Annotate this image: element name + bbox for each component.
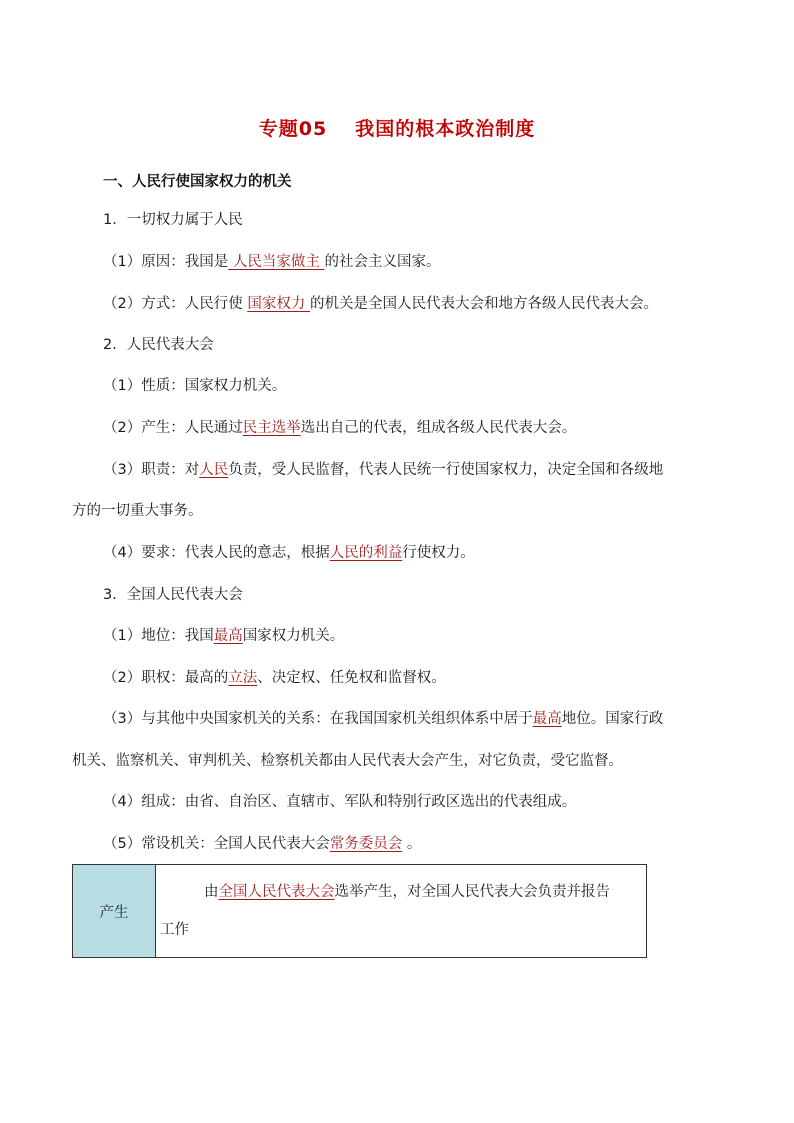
info-table (72, 864, 647, 958)
answer-underline: 最高 (213, 628, 243, 644)
item-3-point-5: （5）常设机关：全国人民代表大会常务委员会 。 (103, 836, 422, 852)
item-3-heading: 3．全国人民代表大会 (103, 587, 243, 603)
item-3-point-2: （2）职权：最高的立法、决定权、任免权和监督权。 (103, 670, 446, 686)
item-2-point-2: （2）产生：人民通过民主选举选出自己的代表，组成各级人民代表大会。 (103, 420, 577, 436)
page-title (0, 114, 794, 141)
item-1-point-1: （1）原因：我国是 人民当家做主 的社会主义国家。 (103, 254, 441, 270)
item-2-point-1: （1）性质：国家权力机关。 (103, 378, 287, 394)
item-2-point-3: （3）职责：对人民负责，受人民监督，代表人民统一行使国家权力，决定全国和各级地 (103, 462, 664, 478)
answer-underline: 立法 (228, 670, 258, 686)
answer-underline: 民主选举 (242, 420, 301, 436)
table-label-cell: 产生 (73, 865, 156, 958)
answer-blank: 人民当家做主 (228, 254, 325, 270)
title-topic-name: 我国的根本政治制度 (355, 118, 536, 140)
answer-blank: 国家权力 (247, 296, 310, 312)
answer-underline: 人民的利益 (329, 545, 403, 561)
table-row (73, 865, 647, 958)
answer-underline: 人民 (199, 462, 229, 478)
item-3-point-4: （4）组成：由省、自治区、直辖市、军队和特别行政区选出的代表组成。 (103, 794, 577, 810)
item-1-heading: 1．一切权力属于人民 (103, 212, 243, 228)
table-content-continued: 工作 (160, 922, 189, 938)
table-content-cell: 由全国人民代表大会选举产生，对全国人民代表大会负责并报告 工作 (156, 865, 647, 958)
answer-underline: 常务委员会 (329, 836, 403, 852)
item-3-point-3-continued: 机关、监察机关、审判机关、检察机关都由人民代表大会产生，对它负责，受它监督。 (72, 753, 623, 769)
item-1-point-2: （2）方式：人民行使 国家权力 的机关是全国人民代表大会和地方各级人民代表大会。 (103, 296, 658, 312)
item-3-point-3: （3）与其他中央国家机关的关系：在我国国家机关组织体系中居于最高地位。国家行政 (103, 711, 664, 727)
item-2-point-3-continued: 方的一切重大事务。 (72, 503, 203, 519)
item-3-point-1: （1）地位：我国最高国家权力机关。 (103, 628, 345, 644)
answer-underline: 全国人民代表大会 (218, 884, 335, 900)
title-topic-number: 专题05 (258, 118, 328, 140)
section-heading: 一、人民行使国家权力的机关 (103, 174, 292, 190)
item-2-heading: 2．人民代表大会 (103, 337, 214, 353)
item-2-point-4: （4）要求：代表人民的意志，根据人民的利益行使权力。 (103, 545, 475, 561)
answer-underline: 最高 (532, 711, 562, 727)
